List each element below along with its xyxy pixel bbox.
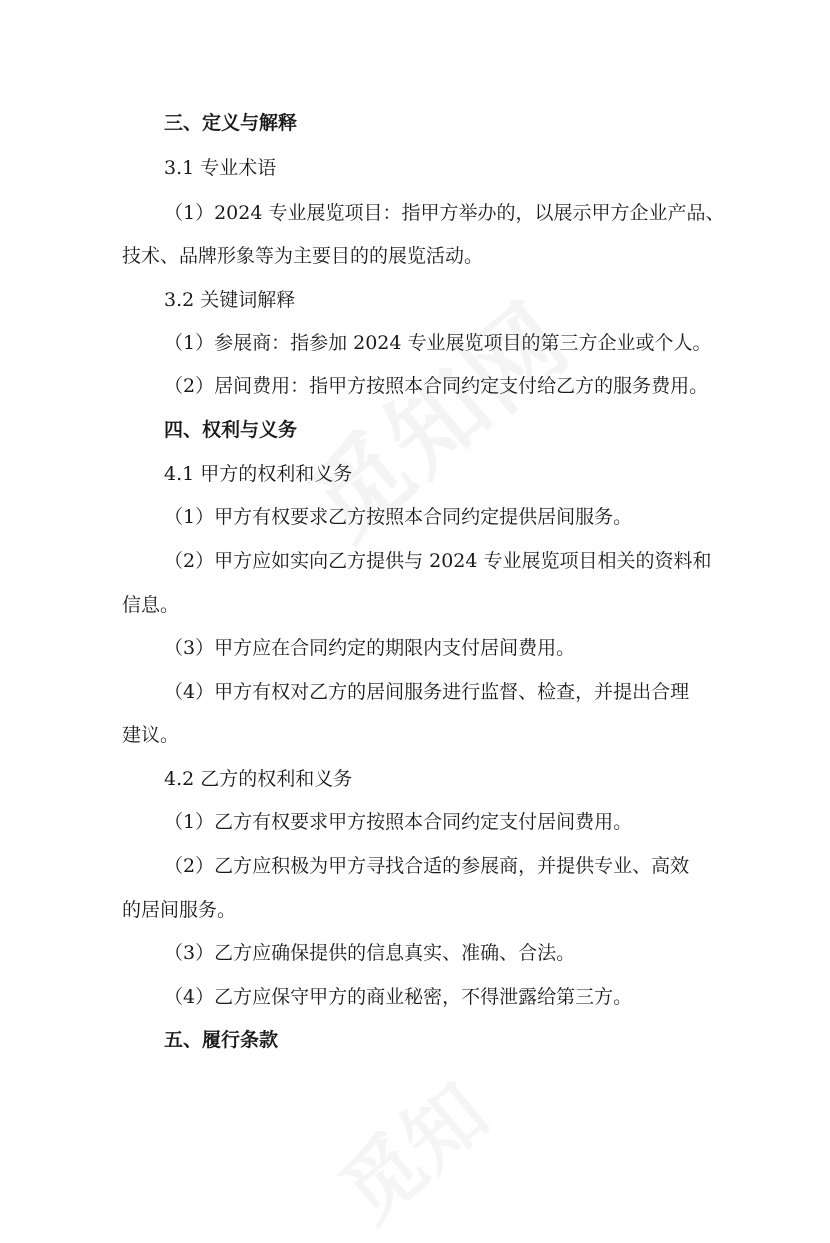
subsection-4-1-title: 4.1 甲方的权利和义务	[164, 463, 353, 485]
subsection-3-1-title: 3.1 专业术语	[164, 157, 277, 179]
subsection-3-2-title: 3.2 关键词解释	[164, 289, 296, 311]
item-4-1-1: （1）甲方有权要求乙方按照本合同约定提供居间服务。	[164, 506, 633, 528]
section-5-heading: 五、履行条款	[164, 1029, 279, 1051]
item-4-1-2-line-1: （2）甲方应如实向乙方提供与 2024 专业展览项目相关的资料和	[164, 550, 712, 572]
item-4-2-2-line-1: （2）乙方应积极为甲方寻找合适的参展商，并提供专业、高效	[164, 855, 690, 877]
item-4-2-2-line-2: 的居间服务。	[122, 899, 237, 921]
item-4-1-3: （3）甲方应在合同约定的期限内支付居间费用。	[164, 637, 576, 659]
item-3-1-1-line-1: （1）2024 专业展览项目：指甲方举办的，以展示甲方企业产品、	[164, 202, 725, 224]
item-4-2-3: （3）乙方应确保提供的信息真实、准确、合法。	[164, 942, 576, 964]
item-4-1-4-line-1: （4）甲方有权对乙方的居间服务进行监督、检查，并提出合理	[164, 681, 690, 703]
item-4-1-2-line-2: 信息。	[122, 594, 180, 616]
section-3-heading: 三、定义与解释	[164, 112, 298, 134]
section-4-heading: 四、权利与义务	[164, 419, 298, 441]
item-4-2-1: （1）乙方有权要求甲方按照本合同约定支付居间费用。	[164, 811, 633, 833]
item-4-1-4-line-2: 建议。	[122, 724, 180, 746]
subsection-4-2-title: 4.2 乙方的权利和义务	[164, 768, 353, 790]
item-3-1-1-line-2: 技术、品牌形象等为主要目的的展览活动。	[122, 245, 484, 267]
item-3-2-2: （2）居间费用：指甲方按照本合同约定支付给乙方的服务费用。	[164, 375, 709, 397]
item-4-2-4: （4）乙方应保守甲方的商业秘密，不得泄露给第三方。	[164, 986, 633, 1008]
item-3-2-1: （1）参展商：指参加 2024 专业展览项目的第三方企业或个人。	[164, 332, 712, 354]
